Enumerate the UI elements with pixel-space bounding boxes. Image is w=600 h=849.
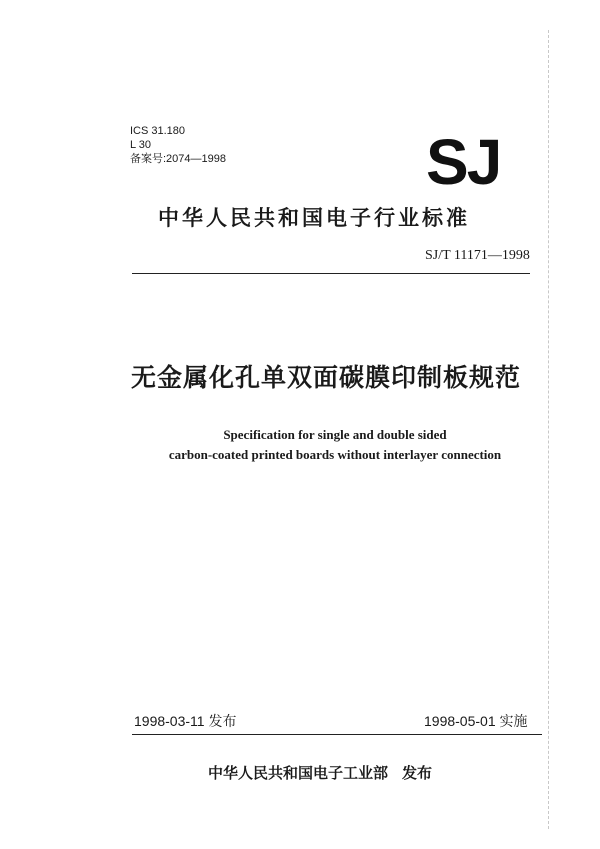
ccs-number: L 30 bbox=[130, 139, 152, 151]
english-title-line-1: Specification for single and double sided bbox=[223, 427, 447, 442]
standard-code: SJ/T 11171—1998 bbox=[425, 248, 530, 263]
issue-date: 1998-03-11 发布 bbox=[134, 713, 237, 729]
issuer-name: 中华人民共和国电子工业部 bbox=[208, 764, 389, 782]
implementation-date: 1998-05-01 实施 bbox=[424, 713, 528, 729]
header-divider bbox=[132, 273, 530, 274]
ics-number: ICS 31.180 bbox=[130, 125, 186, 137]
classification-block bbox=[130, 124, 226, 166]
issuer-action: 发布 bbox=[402, 764, 433, 782]
footer-divider bbox=[132, 734, 542, 735]
document-title-english bbox=[120, 425, 550, 465]
document-title-chinese: 无金属化孔单双面碳膜印制板规范 bbox=[131, 363, 522, 392]
english-title-line-2: carbon-coated printed boards without interlayer connection bbox=[168, 447, 502, 462]
sj-logo: SJ bbox=[426, 126, 501, 198]
standard-type-title: 中华人民共和国电子行业标准 bbox=[158, 206, 470, 230]
issuing-authority bbox=[208, 762, 432, 783]
filing-number: 备案号:2074—1998 bbox=[130, 153, 226, 165]
